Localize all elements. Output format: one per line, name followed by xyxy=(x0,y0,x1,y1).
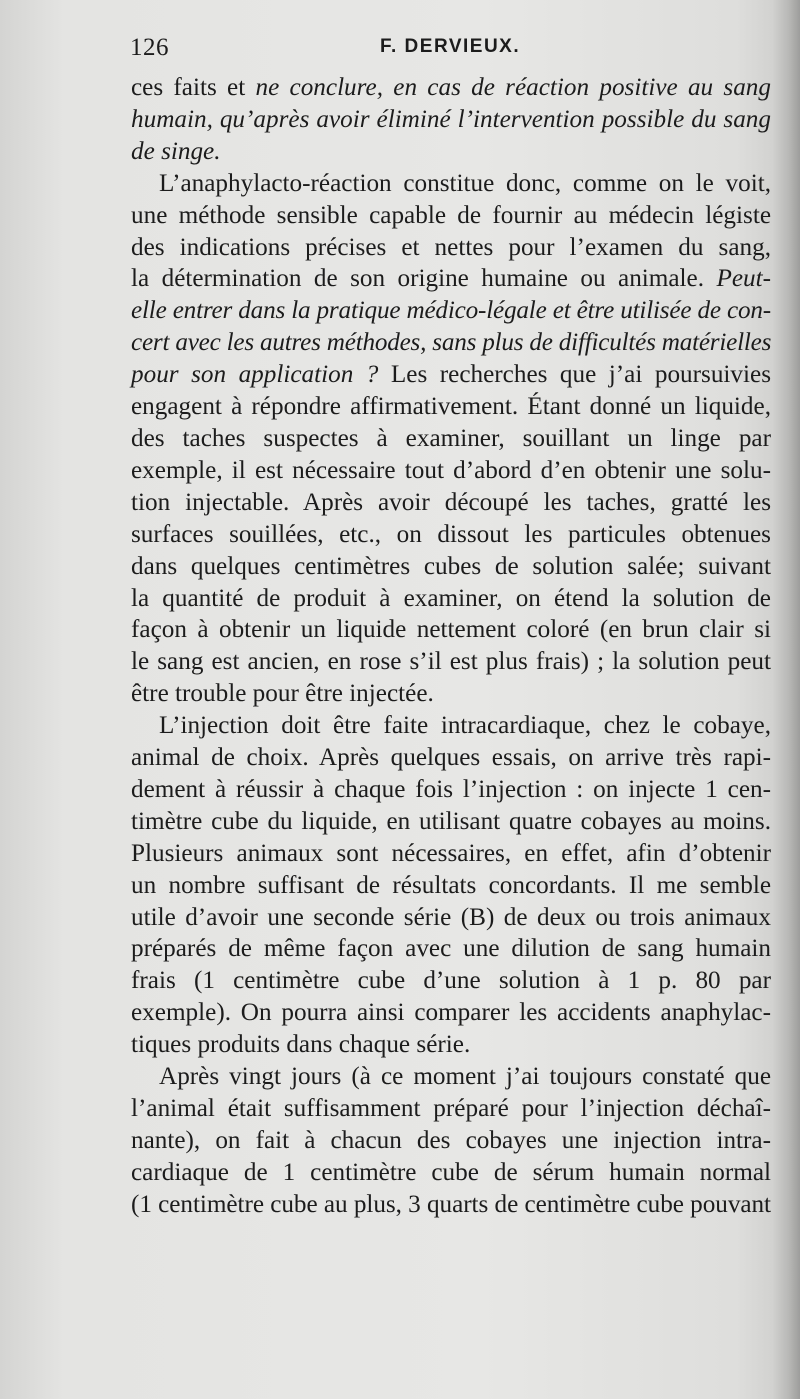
italic-text: cert avec les autres méthodes, sans plus de difficultés matérielles xyxy=(131,329,772,357)
text-segment: des taches suspectes à examiner, souillant un linge par xyxy=(131,424,771,452)
text-line xyxy=(131,168,771,200)
text-line xyxy=(131,1125,771,1157)
italic-text: pour son application ? xyxy=(131,361,379,389)
italic-text: elle entrer dans la pratique médico-légale et être utilisée de con- xyxy=(131,297,771,325)
text-line xyxy=(131,583,771,615)
text-segment: tiques produits dans chaque série. xyxy=(131,1031,471,1059)
text-line xyxy=(131,359,771,391)
text-line xyxy=(131,1093,771,1125)
text-line xyxy=(131,806,771,838)
italic-text: Peut- xyxy=(716,265,771,293)
text-line xyxy=(131,870,771,902)
text-segment: préparés de même façon avec une dilution de sang humain xyxy=(131,935,771,963)
text-segment: animal de choix. Après quelques essais, on arrive très rapi- xyxy=(131,744,771,772)
text-line xyxy=(131,455,771,487)
text-segment: timètre cube du liquide, en utilisant quatre cobayes au moins. xyxy=(131,807,771,835)
text-segment: des indications précises et nettes pour l’examen du sang, xyxy=(131,233,771,261)
text-segment: utile d’avoir une seconde série (B) de deux ou trois animaux xyxy=(131,903,771,931)
page-header xyxy=(130,34,770,62)
text-segment: dement à réussir à chaque fois l’injection : on injecte 1 cen- xyxy=(131,775,771,803)
text-segment: la quantité de produit à examiner, on étend la solution de xyxy=(131,584,771,612)
text-segment: frais (1 centimètre cube d’une solution à 1 p. 80 par xyxy=(131,967,771,995)
text-line xyxy=(131,1029,771,1061)
text-line xyxy=(131,933,771,965)
text-segment: dans quelques centimètres cubes de solution salée; suivant xyxy=(131,552,771,580)
text-line xyxy=(131,72,771,104)
text-segment: être trouble pour être injectée. xyxy=(131,680,434,708)
page-edge-shadow xyxy=(772,0,800,1399)
text-segment: une méthode sensible capable de fournir au médecin légiste xyxy=(131,201,771,229)
text-line xyxy=(131,1157,771,1189)
text-line xyxy=(131,1061,771,1093)
text-segment: L’injection doit être faite intracardiaque, chez le cobaye, xyxy=(159,712,771,740)
text-segment: un nombre suffisant de résultats concordants. Il me semble xyxy=(131,871,771,899)
text-line xyxy=(131,423,771,455)
text-line xyxy=(131,965,771,997)
text-line xyxy=(131,263,771,295)
text-line xyxy=(131,391,771,423)
text-segment: ces faits et xyxy=(131,74,256,101)
italic-text: humain, qu’après avoir éliminé l’intervention possible du sang xyxy=(131,105,771,133)
text-segment: L’anaphylacto-réaction constitue donc, comme on le voit, xyxy=(159,169,771,197)
text-line xyxy=(131,1189,771,1221)
text-line xyxy=(131,136,771,168)
text-line xyxy=(131,902,771,934)
text-line xyxy=(131,614,771,646)
text-line xyxy=(131,487,771,519)
text-segment: tion injectable. Après avoir découpé les taches, gratté les xyxy=(131,488,771,516)
running-head: F. DERVIEUX. xyxy=(380,36,521,57)
text-line xyxy=(131,646,771,678)
text-segment: exemple, il est nécessaire tout d’abord d’en obtenir une solu- xyxy=(131,456,771,484)
text-segment: le sang est ancien, en rose s’il est plus frais) ; la solution peut xyxy=(131,648,771,676)
text-line xyxy=(131,327,771,359)
text-segment: exemple). On pourra ainsi comparer les accidents anaphylac- xyxy=(131,999,771,1027)
text-segment: Plusieurs animaux sont nécessaires, en effet, afin d’obtenir xyxy=(131,839,771,867)
text-line xyxy=(131,551,771,583)
text-segment: engagent à répondre affirmativement. Étant donné un liquide, xyxy=(131,393,771,421)
text-segment: nante), on fait à chacun des cobayes une injection intra- xyxy=(131,1126,771,1154)
italic-text: ne conclure, en cas de réaction positive au sang xyxy=(255,74,771,101)
text-line xyxy=(131,742,771,774)
text-segment: façon à obtenir un liquide nettement coloré (en brun clair si xyxy=(131,616,771,644)
text-line xyxy=(131,678,771,710)
text-line xyxy=(131,997,771,1029)
text-segment: Les recherches que j’ai poursuivies xyxy=(378,361,771,389)
text-segment: l’animal était suffisamment préparé pour l’injection déchaî- xyxy=(131,1095,771,1122)
body-text xyxy=(131,72,771,1221)
page-number: 126 xyxy=(130,34,169,61)
text-segment: la détermination de son origine humaine ou animale. xyxy=(131,265,717,293)
text-line xyxy=(131,104,771,136)
text-line xyxy=(131,774,771,806)
text-segment: cardiaque de 1 centimètre cube de sérum humain normal xyxy=(131,1158,771,1186)
italic-text: de singe. xyxy=(131,137,221,165)
text-line xyxy=(131,519,771,551)
text-line xyxy=(131,838,771,870)
text-line xyxy=(131,710,771,742)
text-segment: (1 centimètre cube au plus, 3 quarts de centimètre cube pouvant xyxy=(131,1190,771,1218)
text-line xyxy=(131,232,771,264)
text-segment: surfaces souillées, etc., on dissout les particules obtenues xyxy=(131,520,771,548)
text-line xyxy=(131,200,771,232)
text-line xyxy=(131,295,771,327)
text-segment: Après vingt jours (à ce moment j’ai toujours constaté que xyxy=(159,1063,771,1091)
